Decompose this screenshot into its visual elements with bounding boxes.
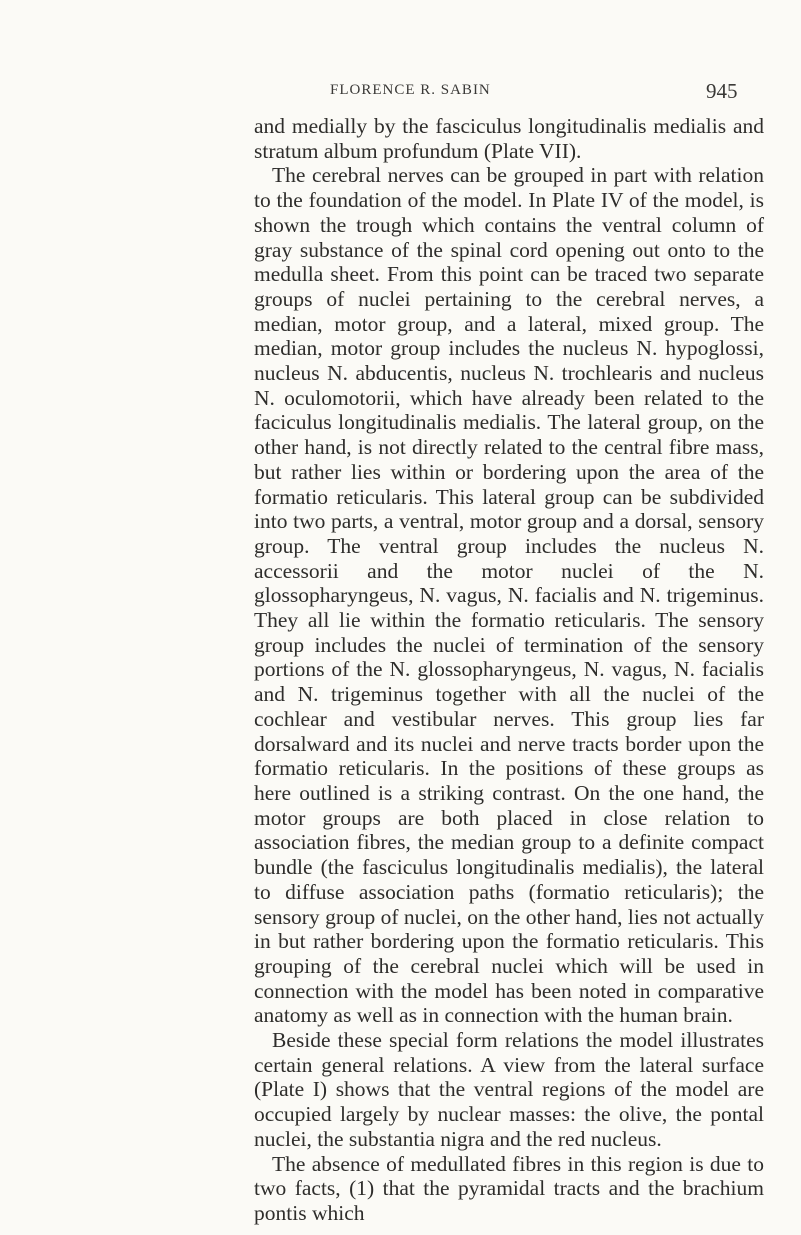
paragraph-cerebral-nerves: The cerebral nerves can be grouped in part with relation to the foundation of the model. In Plate IV of the model, is shown the trough which contains the ventral column of gray substance of the spinal cord opening out onto to the medulla sheet. From this point can be traced two separate groups of nuclei pertaining to the cerebral nerves, a median, motor group, and a lateral, mixed group. The median, motor group includes the nucleus N. hypoglossi, nucleus N. abducentis, nucleus N. trochlearis and nucleus N. oculomotorii, which have already been related to the faciculus longitudinalis medialis. The lateral group, on the other hand, is not directly related to the central fibre mass, but rather lies within or bordering upon the area of the formatio reticularis. This lateral group can be subdivided into two parts, a ventral, motor group and a dorsal, sensory group. The ventral group includes the nucleus N. accessorii and the motor nuclei of the N. glossopharyngeus, N. vagus, N. facialis and N. trigeminus. They all lie within the formatio reticularis. The sensory group includes the nuclei of termination of the sensory portions of the N. glossopharyngeus, N. vagus, N. facialis and N. trigeminus together with all the nuclei of the cochlear and vestibular nerves. This group lies far dorsalward and its nuclei and nerve tracts border upon the formatio reticularis. In the positions of these groups as here outlined is a striking contrast. On the one hand, the motor groups are both placed in close relation to association fibres, the median group to a definite compact bundle (the fasciculus longitudinalis medialis), the lateral to diffuse association paths (formatio reticularis); the sensory group of nuclei, on the other hand, lies not actually in but rather bordering upon the formatio reticularis. This grouping of the cerebral nuclei which will be used in connection with the model has been noted in comparative anatomy as well as in connection with the human brain. <box>254 163 764 1028</box>
page-number: 945 <box>706 79 738 103</box>
body-text <box>254 114 764 1226</box>
paragraph-general-relations: Beside these special form relations the model illustrates certain general relations. A view from the lateral surface (Plate I) shows that the ventral regions of the model are occupied largely by nuclear masses: the olive, the pontal nuclei, the substantia nigra and the red nucleus. <box>254 1028 764 1151</box>
running-head-author: FLORENCE R. SABIN <box>330 82 491 98</box>
paragraph-medullated-fibres: The absence of medullated fibres in this region is due to two facts, (1) that the pyramidal tracts and the brachium pontis which <box>254 1151 764 1225</box>
running-head <box>0 79 801 103</box>
paragraph-continued: and medially by the fasciculus longitudinalis medialis and stratum album profundum (Plate VII). <box>254 114 764 163</box>
